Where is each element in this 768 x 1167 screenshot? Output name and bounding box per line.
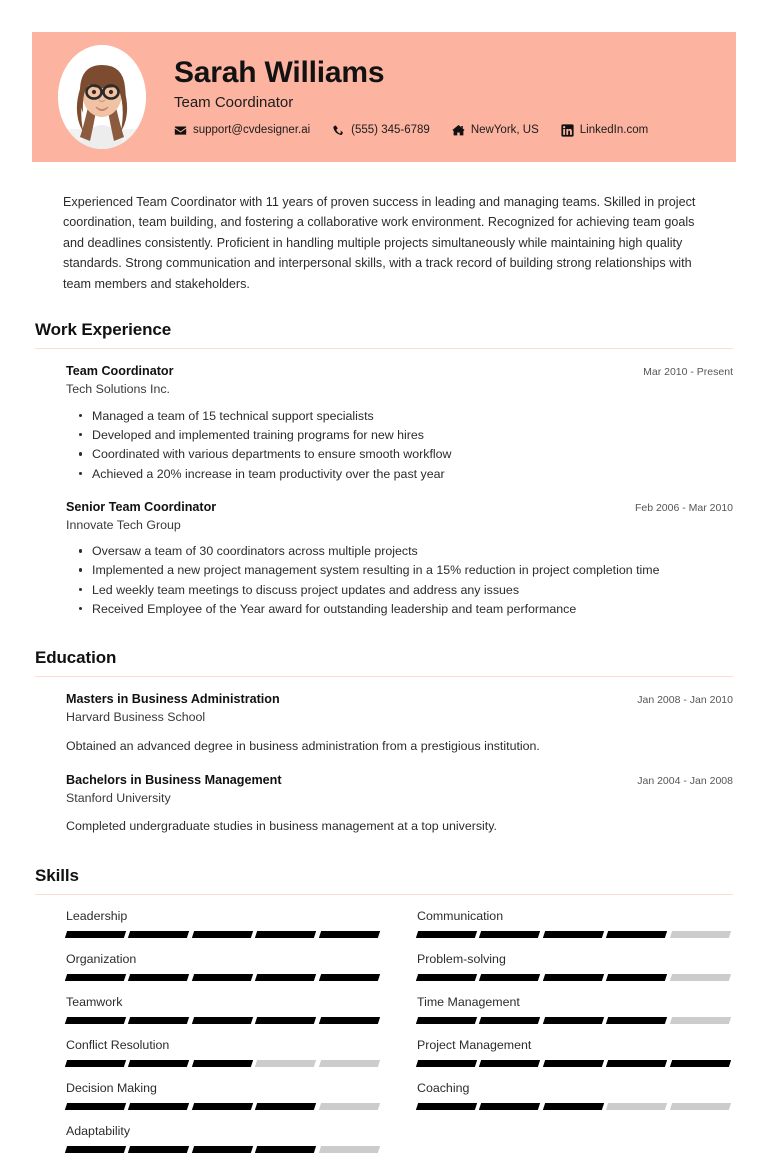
- education-description: Completed undergraduate studies in business management at a top university.: [66, 819, 497, 834]
- skill-segment-filled: [669, 1060, 731, 1067]
- skill-segment-filled: [479, 974, 541, 981]
- work-position: Senior Team Coordinator: [66, 499, 217, 514]
- skill-segment-filled: [479, 931, 541, 938]
- skill-label: Conflict Resolution: [66, 1038, 170, 1053]
- work-date: Mar 2010 - Present: [643, 366, 733, 379]
- work-entry-head: [66, 363, 733, 380]
- skill-item: [66, 1124, 379, 1167]
- avatar: [58, 45, 146, 149]
- skill-segment-filled: [65, 1103, 127, 1110]
- list-item: Achieved a 20% increase in team productivity over the past year: [92, 465, 733, 483]
- skill-segment-filled: [543, 931, 605, 938]
- list-item: Oversaw a team of 30 coordinators across multiple projects: [92, 542, 733, 560]
- list-item: Managed a team of 15 technical support specialists: [92, 407, 733, 425]
- skill-level-bar: [66, 931, 379, 938]
- skill-segment-filled: [65, 931, 127, 938]
- list-item: Coordinated with various departments to ensure smooth workflow: [92, 445, 733, 463]
- skill-level-bar: [66, 1103, 379, 1110]
- skill-item: [66, 1038, 379, 1081]
- skill-level-bar: [66, 1060, 379, 1067]
- section-divider: [35, 348, 733, 350]
- skill-segment-filled: [543, 1103, 605, 1110]
- person-job-title: Team Coordinator: [174, 93, 294, 111]
- contact-linkedin-text: LinkedIn.com: [579, 124, 649, 137]
- skill-segment-filled: [192, 1103, 254, 1110]
- skill-label: Project Management: [417, 1038, 532, 1053]
- skill-level-bar: [417, 1017, 730, 1024]
- contact-location-text: NewYork, US: [470, 124, 539, 137]
- work-position: Team Coordinator: [66, 364, 174, 379]
- skill-segment-filled: [65, 1146, 127, 1153]
- skill-segment-filled: [255, 1146, 317, 1153]
- skill-level-bar: [417, 1060, 730, 1067]
- education-entry: [35, 772, 733, 836]
- skill-label: Communication: [417, 909, 504, 924]
- skill-segment-filled: [128, 974, 190, 981]
- contact-phone-text: (555) 345-6789: [351, 124, 430, 137]
- skill-segment-filled: [416, 974, 478, 981]
- skill-segment-filled: [416, 1017, 478, 1024]
- section-work-experience: [35, 294, 733, 618]
- skill-segment-empty: [255, 1060, 317, 1067]
- skill-segment-filled: [192, 1060, 254, 1067]
- work-bullet-list: [66, 407, 733, 482]
- skill-label: Adaptability: [66, 1123, 131, 1138]
- skill-segment-empty: [318, 1146, 380, 1153]
- skill-segment-filled: [318, 974, 380, 981]
- skill-label: Problem-solving: [417, 952, 506, 967]
- skill-segment-filled: [65, 1017, 127, 1024]
- work-bullet-list: [66, 542, 733, 617]
- skill-segment-filled: [543, 974, 605, 981]
- work-entry: [35, 363, 733, 482]
- skill-segment-filled: [255, 1103, 317, 1110]
- education-school: Harvard Business School: [66, 710, 206, 725]
- education-degree: Bachelors in Business Management: [66, 772, 282, 787]
- skill-segment-filled: [128, 1060, 190, 1067]
- skill-segment-filled: [128, 931, 190, 938]
- work-experience-title: Work Experience: [35, 319, 172, 339]
- skill-segment-filled: [318, 931, 380, 938]
- professional-summary: Experienced Team Coordinator with 11 years of proven success in leading and managing teams. Skilled in project coordination, team building, and fostering a collaborative work environment. Recognized for achieving team goals and deadlines consistently. Proficient in handling multiple projects simultaneously while maintaining high quality standards. Strong communication and interpersonal skills, with a track record of building strong relationships with team members and stakeholders.: [63, 195, 696, 291]
- header-text-block: [174, 57, 736, 136]
- contact-email[interactable]: [174, 124, 310, 137]
- skill-item: [417, 1038, 730, 1081]
- contact-linkedin[interactable]: [561, 124, 648, 137]
- skill-segment-filled: [255, 1017, 317, 1024]
- skill-segment-filled: [128, 1146, 190, 1153]
- skill-segment-empty: [669, 931, 731, 938]
- skill-segment-filled: [192, 1146, 254, 1153]
- skill-segment-filled: [606, 1017, 668, 1024]
- list-item: Implemented a new project management system resulting in a 15% reduction in project completion time: [92, 561, 733, 579]
- skill-item: [66, 995, 379, 1038]
- education-description: Obtained an advanced degree in business administration from a prestigious institution.: [66, 739, 540, 754]
- education-degree: Masters in Business Administration: [66, 692, 280, 707]
- skill-segment-filled: [416, 1060, 478, 1067]
- section-skills: [35, 840, 733, 1167]
- work-date: Feb 2006 - Mar 2010: [634, 501, 733, 514]
- skill-segment-filled: [128, 1103, 190, 1110]
- skill-segment-filled: [606, 974, 668, 981]
- education-entry-head: [66, 772, 733, 789]
- section-education: [35, 622, 733, 836]
- skill-segment-empty: [606, 1103, 668, 1110]
- skill-label: Coaching: [417, 1080, 470, 1095]
- skill-segment-filled: [192, 974, 254, 981]
- education-date: Jan 2004 - Jan 2008: [637, 774, 733, 787]
- skill-level-bar: [66, 1017, 379, 1024]
- education-title: Education: [35, 647, 117, 667]
- skill-item: [417, 1081, 730, 1124]
- skill-level-bar: [417, 1103, 730, 1110]
- skill-level-bar: [66, 1146, 379, 1153]
- contact-email-text: support@cvdesigner.ai: [193, 124, 311, 137]
- skill-label: Decision Making: [66, 1080, 157, 1095]
- skill-segment-filled: [543, 1017, 605, 1024]
- skill-label: Leadership: [66, 909, 128, 924]
- list-item: Received Employee of the Year award for outstanding leadership and team performance: [92, 600, 733, 618]
- skill-item: [66, 909, 379, 952]
- home-icon: [452, 124, 465, 137]
- skills-grid: [35, 909, 733, 1166]
- skill-segment-filled: [416, 931, 478, 938]
- skill-segment-empty: [318, 1103, 380, 1110]
- phone-icon: [332, 124, 345, 137]
- skill-level-bar: [66, 974, 379, 981]
- skill-segment-filled: [479, 1017, 541, 1024]
- skill-segment-filled: [192, 931, 254, 938]
- skill-segment-filled: [65, 974, 127, 981]
- skill-segment-filled: [543, 1060, 605, 1067]
- work-entry: [35, 499, 733, 618]
- skill-segment-filled: [255, 931, 317, 938]
- section-divider: [35, 894, 733, 896]
- skill-label: Time Management: [417, 995, 520, 1010]
- skill-label: Teamwork: [66, 995, 123, 1010]
- work-company: Tech Solutions Inc.: [66, 382, 171, 397]
- section-divider: [35, 676, 733, 678]
- skill-label: Organization: [66, 952, 137, 967]
- linkedin-icon: [561, 124, 574, 137]
- skill-level-bar: [417, 974, 730, 981]
- skill-segment-filled: [318, 1017, 380, 1024]
- skill-segment-empty: [669, 1017, 731, 1024]
- list-item: Developed and implemented training programs for new hires: [92, 426, 733, 444]
- envelope-icon: [174, 124, 187, 137]
- skill-segment-filled: [65, 1060, 127, 1067]
- person-name: Sarah Williams: [174, 56, 385, 90]
- skills-title: Skills: [35, 865, 79, 885]
- skill-segment-filled: [606, 931, 668, 938]
- contact-list: [174, 124, 736, 137]
- skill-segment-filled: [479, 1060, 541, 1067]
- skill-segment-empty: [318, 1060, 380, 1067]
- skill-segment-filled: [416, 1103, 478, 1110]
- skill-segment-filled: [479, 1103, 541, 1110]
- skill-item: [417, 909, 730, 952]
- skill-segment-filled: [606, 1060, 668, 1067]
- skill-segment-filled: [192, 1017, 254, 1024]
- contact-location[interactable]: [452, 124, 539, 137]
- skill-segment-filled: [255, 974, 317, 981]
- work-company: Innovate Tech Group: [66, 517, 181, 532]
- skill-segment-filled: [128, 1017, 190, 1024]
- education-entry: [35, 691, 733, 755]
- resume-header: [32, 32, 736, 162]
- skill-segment-empty: [669, 1103, 731, 1110]
- skill-item: [417, 995, 730, 1038]
- skill-item: [66, 1081, 379, 1124]
- education-date: Jan 2008 - Jan 2010: [637, 694, 733, 707]
- skill-item: [66, 952, 379, 995]
- work-entry-head: [66, 499, 733, 516]
- skill-segment-empty: [669, 974, 731, 981]
- skill-item: [417, 952, 730, 995]
- education-entry-head: [66, 691, 733, 708]
- education-school: Stanford University: [66, 790, 171, 805]
- skill-level-bar: [417, 931, 730, 938]
- contact-phone[interactable]: [332, 124, 430, 137]
- list-item: Led weekly team meetings to discuss project updates and address any issues: [92, 581, 733, 599]
